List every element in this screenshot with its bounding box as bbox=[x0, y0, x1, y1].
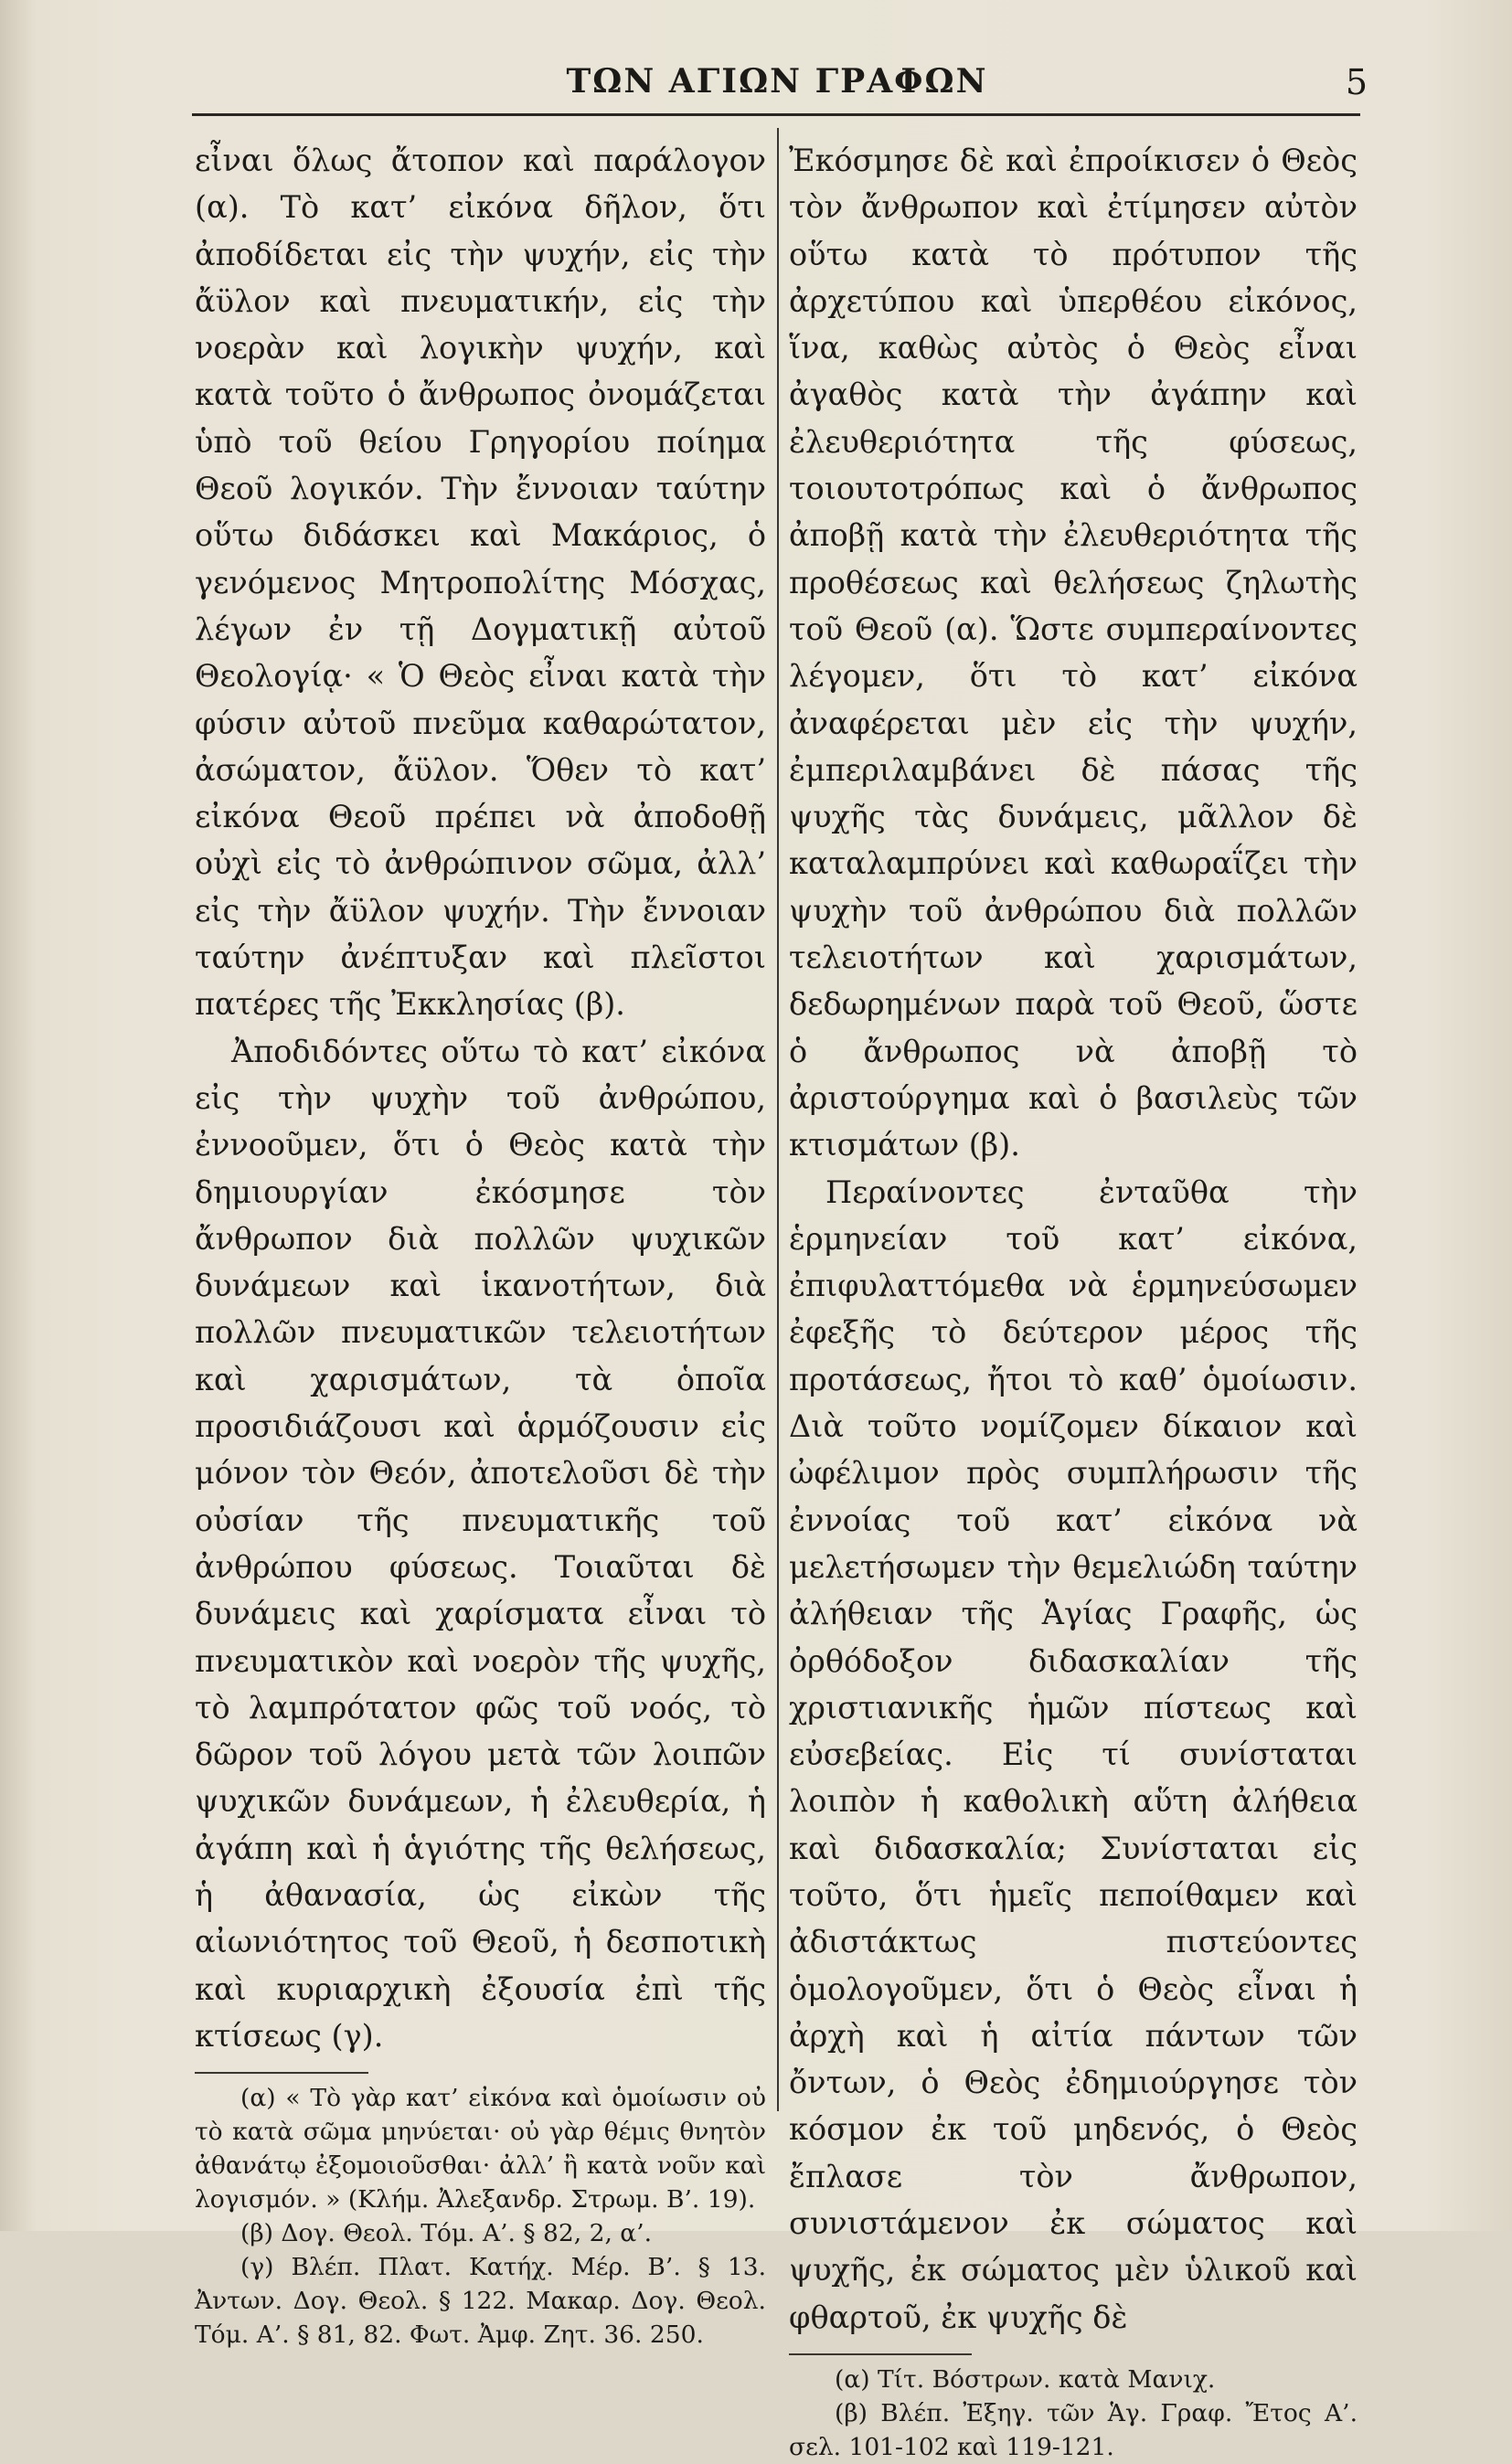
footnote-c: (γ) Βλέπ. Πλατ. Κατήχ. Μέρ. Β’. § 13. Ἀντων. Δογ. Θεολ. § 122. Μακαρ. Δογ. Θεολ. Τόμ. Α’. § 81, 82. Φωτ. Ἀμφ. Ζητ. 36. 250. bbox=[195, 2253, 766, 2350]
page-header bbox=[192, 57, 1368, 112]
running-title: ΤΩΝ ΑΓΙΩΝ ΓΡΑΦΩΝ bbox=[566, 62, 988, 101]
footnotes-rule bbox=[789, 2353, 972, 2355]
page-number: 5 bbox=[1345, 62, 1368, 102]
footnote-a: (α) « Τὸ γὰρ κατ’ εἰκόνα καὶ ὁμοίωσιν οὐ τὸ κατὰ σῶμα μηνύεται· οὐ γὰρ θέμις θνητὸν ἀθανάτῳ ἐξομοιοῦσθαι· ἀλλ’ ἢ κατὰ νοῦν καὶ λογισμόν. » (Κλήμ. Ἀλεξανδρ. Στρωμ. Β’. 19). bbox=[195, 2084, 766, 2214]
left-column bbox=[195, 137, 766, 2352]
footnote-a: (α) Τίτ. Βόστρων. κατὰ Μανιχ. bbox=[835, 2364, 1216, 2394]
right-paragraph-2: Περαίνοντες ἐνταῦθα τὴν ἑρμηνείαν τοῦ κατ’ εἰκόνα, ἐπιφυλαττόμεθα νὰ ἑρμηνεύσωμεν ἐφεξῆς τὸ δεύτερον μέρος τῆς προτάσεως, ἤτοι τὸ καθ’ ὁμοίωσιν. Διὰ τοῦτο νομίζομεν δίκαιον καὶ ὠφέλιμον πρὸς συμπλήρωσιν τῆς ἐννοίας τοῦ κατ’ εἰκόνα νὰ μελετήσωμεν τὴν θεμελιώδη ταύτην ἀλήθειαν τῆς Ἁγίας Γραφῆς, ὡς ὀρθόδοξον διδασκαλίαν τῆς χριστιανικῆς ἡμῶν πίστεως καὶ εὐσεβείας. Εἰς τί συνίσταται λοιπὸν ἡ καθολικὴ αὕτη ἀλήθεια καὶ διδασκαλία; Συνίσταται εἰς τοῦτο, ὅτι ἡμεῖς πεποίθαμεν καὶ ἀδιστάκτως πιστεύοντες ὁμολογοῦμεν, ὅτι ὁ Θεὸς εἶναι ἡ ἀρχὴ καὶ ἡ αἰτία πάντων τῶν ὄντων, ὁ Θεὸς ἐδημιούργησε τὸν κόσμον ἐκ τοῦ μηδενός, ὁ Θεὸς ἔπλασε τὸν ἄνθρωπον, συνιστάμενον ἐκ σώματος καὶ ψυχῆς, ἐκ σώματος μὲν ὑλικοῦ καὶ φθαρτοῦ, ἐκ ψυχῆς δὲ bbox=[789, 1174, 1358, 2335]
right-column bbox=[789, 137, 1358, 2464]
header-rule bbox=[192, 113, 1360, 116]
column-divider bbox=[777, 128, 779, 2111]
footnote-b: (β) Βλέπ. Ἐξηγ. τῶν Ἁγ. Γραφ. Ἔτος Α’. σελ. 101-102 καὶ 119-121. bbox=[789, 2398, 1358, 2461]
right-paragraph-1: Ἐκόσμησε δὲ καὶ ἐπροίκισεν ὁ Θεὸς τὸν ἄνθρωπον καὶ ἐτίμησεν αὐτὸν οὕτω κατὰ τὸ πρότυπον τῆς ἀρχετύπου καὶ ὑπερθέου εἰκόνος, ἵνα, καθὼς αὐτὸς ὁ Θεὸς εἶναι ἀγαθὸς κατὰ τὴν ἀγάπην καὶ ἐλευθεριότητα τῆς φύσεως, τοιουτοτρόπως καὶ ὁ ἄνθρωπος ἀποβῇ κατὰ τὴν ἐλευθεριότητα τῆς προθέσεως καὶ θελήσεως ζηλωτὴς τοῦ Θεοῦ (α). Ὥστε συμπεραίνοντες λέγομεν, ὅτι τὸ κατ’ εἰκόνα ἀναφέρεται μὲν εἰς τὴν ψυχήν, ἐμπεριλαμβάνει δὲ πάσας τῆς ψυχῆς τὰς δυνάμεις, μᾶλλον δὲ καταλαμπρύνει καὶ καθωραΐζει τὴν ψυχὴν τοῦ ἀνθρώπου διὰ πολλῶν τελειοτήτων καὶ χαρισμάτων, δεδωρημένων παρὰ τοῦ Θεοῦ, ὥστε ὁ ἄνθρωπος νὰ ἀποβῇ τὸ ἀριστούργημα καὶ ὁ βασιλεὺς τῶν κτισμάτων (β). bbox=[789, 143, 1358, 1163]
left-paragraph-2: Ἀποδιδόντες οὕτω τὸ κατ’ εἰκόνα εἰς τὴν ψυχὴν τοῦ ἀνθρώπου, ἐννοοῦμεν, ὅτι ὁ Θεὸς κατὰ τὴν δημιουργίαν ἐκόσμησε τὸν ἄνθρωπον διὰ πολλῶν ψυχικῶν δυνάμεων καὶ ἱκανοτήτων, διὰ πολλῶν πνευματικῶν τελειοτήτων καὶ χαρισμάτων, τὰ ὁποῖα προσιδιάζουσι καὶ ἁρμόζουσιν εἰς μόνον τὸν Θεόν, ἀποτελοῦσι δὲ τὴν οὐσίαν τῆς πνευματικῆς τοῦ ἀνθρώπου φύσεως. Τοιαῦται δὲ δυνάμεις καὶ χαρίσματα εἶναι τὸ πνευματικὸν καὶ νοερὸν τῆς ψυχῆς, τὸ λαμπρότατον φῶς τοῦ νοός, τὸ δῶρον τοῦ λόγου μετὰ τῶν λοιπῶν ψυχικῶν δυνάμεων, ἡ ἐλευθερία, ἡ ἀγάπη καὶ ἡ ἁγιότης τῆς θελήσεως, ἡ ἀθανασία, ὡς εἰκὼν τῆς αἰωνιότητος τοῦ Θεοῦ, ἡ δεσποτικὴ καὶ κυριαρχικὴ ἐξουσία ἐπὶ τῆς κτίσεως (γ). bbox=[195, 1033, 766, 2054]
footnotes-rule bbox=[195, 2072, 368, 2074]
footnote-b: (β) Δογ. Θεολ. Τόμ. Α’. § 82, 2, α’. bbox=[240, 2219, 653, 2248]
left-paragraph-1: εἶναι ὅλως ἄτοπον καὶ παράλογον (α). Τὸ κατ’ εἰκόνα δῆλον, ὅτι ἀποδίδεται εἰς τὴν ψυχήν, εἰς τὴν ἄϋλον καὶ πνευματικήν, εἰς τὴν νοερὰν καὶ λογικὴν ψυχήν, καὶ κατὰ τοῦτο ὁ ἄνθρωπος ὀνομάζεται ὑπὸ τοῦ θείου Γρηγορίου ποίημα Θεοῦ λογικόν. Τὴν ἔννοιαν ταύτην οὕτω διδάσκει καὶ Μακάριος, ὁ γενόμενος Μητροπολίτης Μόσχας, λέγων ἐν τῇ Δογματικῇ αὐτοῦ Θεολογίᾳ· « Ὁ Θεὸς εἶναι κατὰ τὴν φύσιν αὐτοῦ πνεῦμα καθαρώτατον, ἀσώματον, ἄϋλον. Ὅθεν τὸ κατ’ εἰκόνα Θεοῦ πρέπει νὰ ἀποδοθῇ οὐχὶ εἰς τὸ ἀνθρώπινον σῶμα, ἀλλ’ εἰς τὴν ἄϋλον ψυχήν. Τὴν ἔννοιαν ταύτην ἀνέπτυξαν καὶ πλεῖστοι πατέρες τῆς Ἐκκλησίας (β). bbox=[195, 143, 766, 1023]
